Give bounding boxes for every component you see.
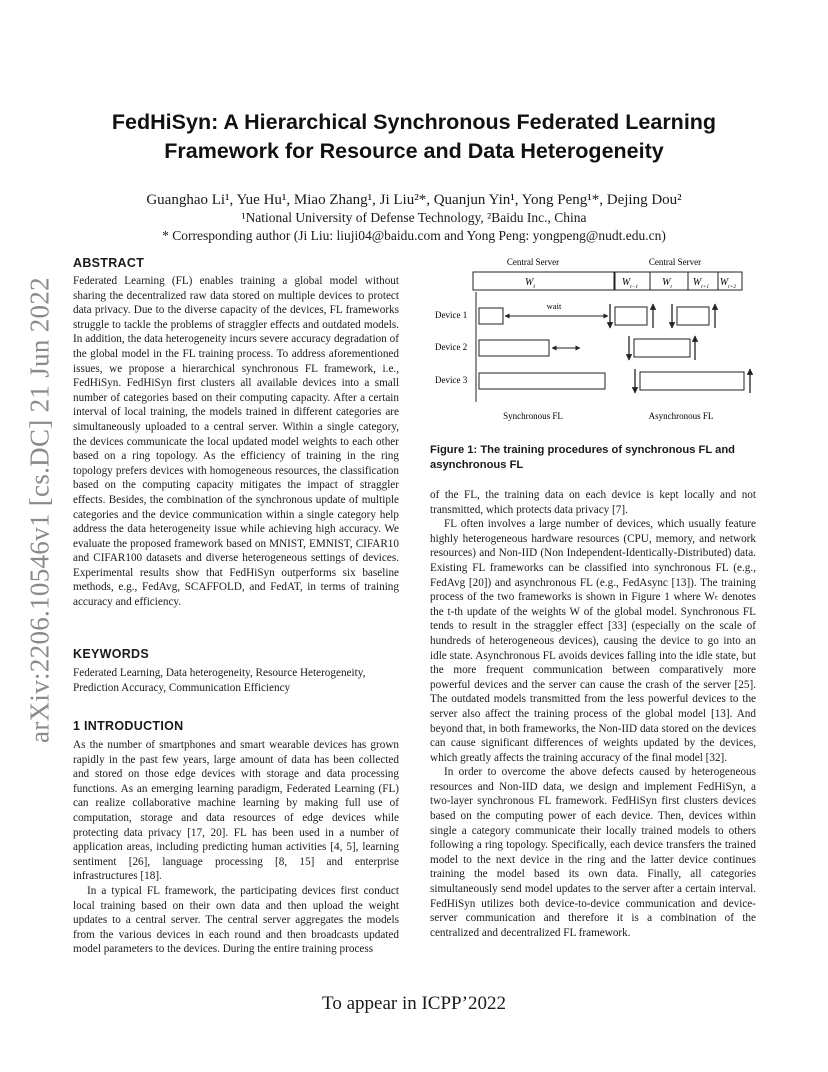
device-3-train-bar xyxy=(479,373,605,389)
device-1-train-bar xyxy=(479,308,503,324)
device-3-label: Device 3 xyxy=(435,375,468,385)
paper-title xyxy=(60,108,768,166)
author-list: Guanghao Li¹, Yue Hu¹, Miao Zhang¹, Ji Liu²*, Quanjun Yin¹, Yong Peng¹*, Dejing Dou² xyxy=(146,192,682,208)
async-w-tplus2: $W_{t+2}$ xyxy=(719,277,737,290)
corresponding-author: * Corresponding author (Ji Liu: liuji04@baidu.com and Yong Peng: yongpeng@nudt.edu.cn) xyxy=(162,228,666,243)
title-line-1: FedHiSyn: A Hierarchical Synchronous Federated Learning xyxy=(111,110,717,134)
intro-paragraph-3: of the FL, the training data on each device is kept locally and not transmitted, which protects data privacy [7]. xyxy=(430,489,756,516)
intro-paragraph-4: FL often involves a large number of devices, which usually feature highly heterogeneous hardware resources (CPU, memory, and network resources) and Non-IID (Non Independent-Identically-Distributed) data. Existing FL frameworks can be classified into synchronous FL (e.g., FedAvg [20]) and asynchronous FL (e.g., FedAsync [13]). The training process of the two frameworks is shown in Figure 1 where Wₜ denotes the t-th update of the weights W of the global model. Synchronous FL tends to result in the straggler effect [33] (especially on the scale of hundreds of heterogeneous devices), causing the device to go into an idle state. Asynchronous FL avoids devices falling into the idle state, but the more frequent communication between comparatively more powerful devices and the server can cause the crash of the server [25]. The outdated models transmitted from the less powerful devices to the server also affect the training process of the global model [13]. And beyond that, in both frameworks, the Non-IID data stored on the devices can cause significant differences of weights updated by the devices, which greatly affects the training accuracy of the final model [32]. xyxy=(430,518,756,764)
abstract-heading: ABSTRACT xyxy=(73,256,145,270)
affiliations: ¹National University of Defense Technology, ²Baidu Inc., China xyxy=(241,210,587,225)
keywords-heading: KEYWORDS xyxy=(73,647,150,661)
keywords-text: Federated Learning, Data heterogeneity, Resource Heterogeneity, Prediction Accuracy, Communication Efficiency xyxy=(73,667,366,694)
wt-label-sync: $W_t$ xyxy=(524,277,536,290)
title-line-2: Framework for Resource and Data Heterogeneity xyxy=(164,139,664,163)
wait-label: wait xyxy=(546,301,562,311)
arxiv-sidebar-identifier xyxy=(18,277,62,743)
central-server-box-sync xyxy=(473,272,615,290)
async-d3-train xyxy=(640,372,744,390)
device-2-train-bar xyxy=(479,340,549,356)
async-d1-train-2 xyxy=(677,307,709,325)
intro-paragraph-5: In order to overcome the above defects caused by heterogeneous resources and Non-IID data, we design and implement FedHiSyn, a two-layer synchronous FL framework. FedHiSyn first clusters devices based on the computing power of each device. Then, devices within single a category communicate their locally trained models to others following a ring topology. Specifically, each device transfers the trained model to the next device in the ring and the latter device continues training the model based its own data. Finally, all categories simultaneously send model updates to the server after a certain interval. FedHiSyn utilizes both device-to-device communication and device-server communication and therefore it is a combination of the centralized and decentralized FL framework. xyxy=(430,766,756,939)
footer-venue: To appear in ICPP’2022 xyxy=(322,993,506,1014)
central-server-label-sync: Central Server xyxy=(506,257,560,267)
figure-1-diagram xyxy=(430,252,760,432)
async-d2-train xyxy=(634,339,690,357)
async-w-tplus1: $W_{t+1}$ xyxy=(692,277,710,290)
abstract-text: Federated Learning (FL) enables training a global model without sharing the decentralized raw data stored on multiple devices to protect data privacy. Due to the diverse capacity of the devices, FL frameworks struggle to tackle the problems of straggler effects and outdated models. In addition, the data heterogeneity incurs severe accuracy degradation of the global model in the FL training process. To address aforementioned issues, we propose a hierarchical synchronous FL framework, i.e., FedHiSyn. FedHiSyn first clusters all available devices into a small number of categories based on their computing capacity. After a certain interval of local training, the models trained in different categories are simultaneously uploaded to a central server. Within a single category, the devices communicate the local updated model weights to each other based on a ring topology. As the efficiency of training in the ring topology prefers devices with homogeneous resources, the classification based on the computing capacity mitigates the impact of straggler effects. Besides, the combination of the synchronous update of multiple categories and the device communication within a single category help address the data heterogeneity issue while achieving high accuracy. We evaluate the proposed framework based on MNIST, EMNIST, CIFAR10 and CIFAR100 datasets and diverse heterogeneous settings of devices. Experimental results show that FedHiSyn outperforms six baseline methods, e.g., FedAvg, SCAFFOLD, and FedAT, in terms of training accuracy and efficiency. xyxy=(73,275,399,609)
abstract-body xyxy=(73,274,399,610)
async-d1-train-1 xyxy=(615,307,647,325)
introduction-body-left xyxy=(73,738,399,957)
sync-fl-label: Synchronous FL xyxy=(503,411,563,421)
figure-1-caption: Figure 1: The training procedures of synchronous FL and asynchronous FL xyxy=(430,444,735,471)
introduction-heading: 1 INTRODUCTION xyxy=(73,719,184,733)
async-fl-label: Asynchronous FL xyxy=(648,411,714,421)
central-server-label-async: Central Server xyxy=(648,257,702,267)
device-1-label: Device 1 xyxy=(435,310,468,320)
intro-paragraph-2: In a typical FL framework, the participating devices first conduct local training based on their own data and then upload the weight updates to a central server. The central server aggregates the models from the various devices in each round and then broadcasts updated model parameters to the devices. During the entire training process xyxy=(73,884,399,956)
async-w-tminus1: $W_{t-1}$ xyxy=(621,277,639,290)
figure-1 xyxy=(430,252,760,432)
arxiv-id-text: arXiv:2206.10546v1 [cs.DC] 21 Jun 2022 xyxy=(24,277,55,743)
keywords-body xyxy=(73,666,399,695)
async-w-t: $W_t$ xyxy=(662,277,672,290)
intro-paragraph-1: As the number of smartphones and smart wearable devices has grown rapidly in the past few years, large amount of data has been collected and stored on those edge devices with storage and data processing functions. As an emerging learning paradigm, Federated Learning (FL) can realize collaborative machine learning by making full use of computation, storage and data resources of edge devices while protecting data privacy [17, 20]. FL has been used in a number of application areas, including predicting human activities [4, 5], learning sentiment [26], language processing [8, 15] and enterprise infrastructures [18]. xyxy=(73,739,399,883)
device-2-label: Device 2 xyxy=(435,342,468,352)
introduction-body-right xyxy=(430,488,756,940)
